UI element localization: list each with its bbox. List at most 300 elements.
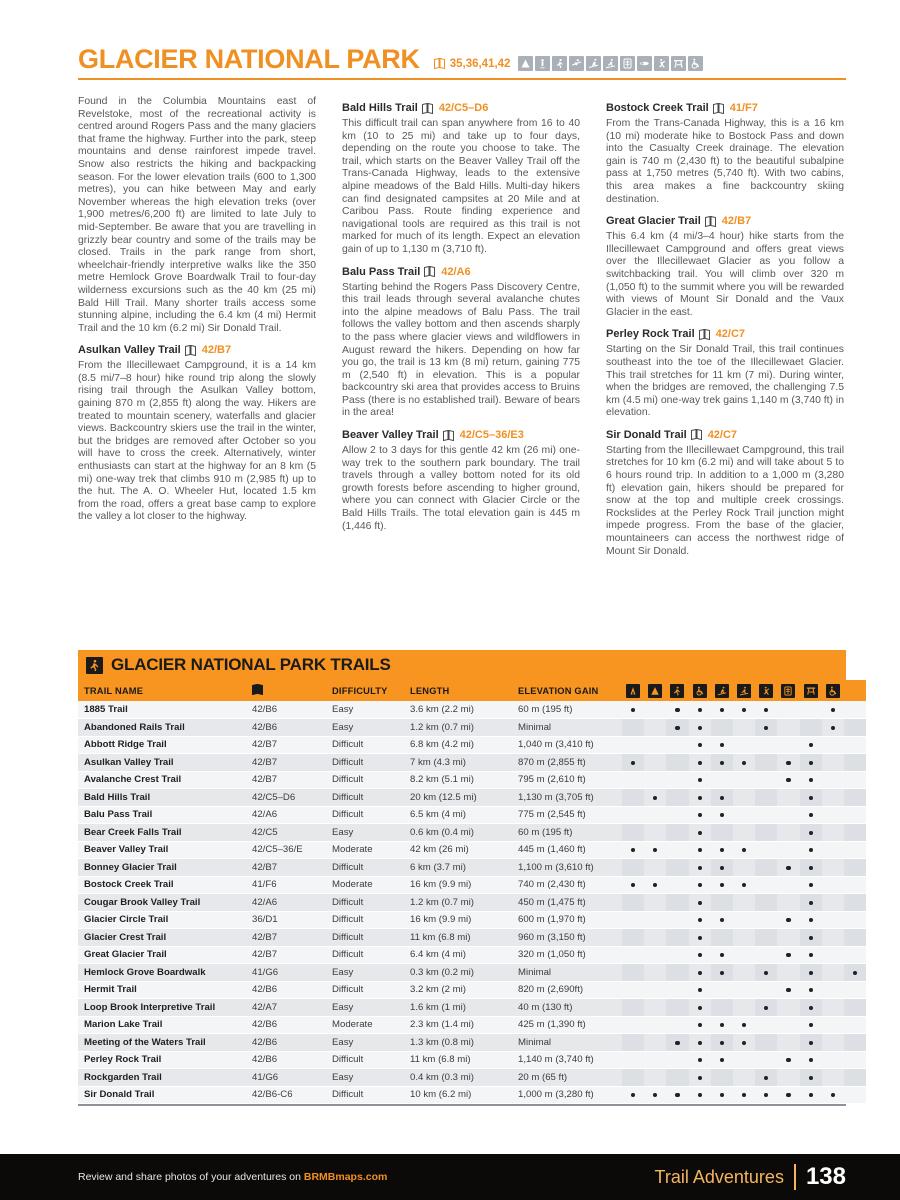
cell-activity-accessible-icon: [844, 841, 866, 859]
col-header-accessible[interactable]: [844, 680, 866, 701]
activity-dot: [809, 971, 813, 975]
cell-activity-camping-icon: [622, 1034, 644, 1052]
col-header-wheelchair[interactable]: [822, 680, 844, 701]
cell-activity-viewpoint-icon: [777, 999, 799, 1017]
header-activity-icons: [518, 56, 703, 71]
cell-activity-wheelchair-icon: [822, 999, 844, 1017]
cell-activity-cross-country-ski-icon: [733, 1069, 755, 1087]
table-row[interactable]: [78, 894, 866, 912]
col-header-viewpoint[interactable]: [777, 680, 799, 701]
activity-dot: [675, 708, 679, 712]
cell-activity-snowshoe-icon: [755, 1069, 777, 1087]
trails-table-title: GLACIER NATIONAL PARK TRAILS: [111, 655, 391, 674]
cell-activity-camping-icon: [622, 701, 644, 719]
cell-activity-backcountry-camping-icon: [644, 911, 666, 929]
cell-trail-name: Bostock Creek Trail: [78, 876, 246, 894]
cell-activity-viewpoint-icon: [777, 754, 799, 772]
backcountry-camping-icon: [648, 684, 662, 698]
cell-elevation-gain: 425 m (1,390 ft): [512, 1016, 622, 1034]
cell-activity-wheelchair-access-icon: [689, 1016, 711, 1034]
table-row[interactable]: [78, 946, 866, 964]
cell-activity-wheelchair-access-icon: [689, 701, 711, 719]
cell-activity-backcountry-camping-icon: [644, 876, 666, 894]
cell-activity-wheelchair-icon: [822, 911, 844, 929]
cell-activity-picnic-icon: [800, 894, 822, 912]
col-header-map[interactable]: [246, 680, 326, 701]
activity-dot: [742, 708, 746, 712]
activity-dot: [809, 953, 813, 957]
cell-activity-viewpoint-icon: [777, 929, 799, 947]
map-book-icon: [252, 684, 265, 695]
cell-activity-viewpoint-icon: [777, 789, 799, 807]
activity-dot: [809, 1006, 813, 1010]
cell-activity-picnic-icon: [800, 824, 822, 842]
cell-activity-cross-country-ski-icon: [733, 824, 755, 842]
cell-map-ref: 41/G6: [246, 1069, 326, 1087]
cell-activity-picnic-icon: [800, 789, 822, 807]
cell-activity-wheelchair-access-icon: [689, 841, 711, 859]
cell-activity-wheelchair-access-icon: [689, 1069, 711, 1087]
cell-map-ref: 42/B7: [246, 771, 326, 789]
cell-activity-wheelchair-access-icon: [689, 754, 711, 772]
col-header-length[interactable]: LENGTH: [404, 680, 512, 701]
table-row[interactable]: [78, 1016, 866, 1034]
activity-dot: [698, 1006, 702, 1010]
activity-dot: [853, 971, 857, 975]
col-header-trail-name[interactable]: TRAIL NAME: [78, 680, 246, 701]
page-header: [78, 46, 846, 80]
cell-activity-wheelchair-icon: [822, 876, 844, 894]
table-row[interactable]: [78, 806, 866, 824]
cell-activity-viewpoint-icon: [777, 981, 799, 999]
cell-map-ref: 42/A7: [246, 999, 326, 1017]
cell-activity-mountain-biking-icon: [711, 806, 733, 824]
cell-length: 20 km (12.5 mi): [404, 789, 512, 807]
cell-length: 6.5 km (4 mi): [404, 806, 512, 824]
activity-dot: [698, 813, 702, 817]
cell-activity-snowshoe-icon: [755, 981, 777, 999]
cell-activity-cross-country-ski-icon: [733, 964, 755, 982]
cell-activity-camping-icon: [622, 789, 644, 807]
cell-activity-mountain-biking-icon: [711, 1051, 733, 1069]
cell-activity-wheelchair-icon: [822, 859, 844, 877]
table-row[interactable]: [78, 841, 866, 859]
cell-map-ref: 42/B6-C6: [246, 1086, 326, 1104]
trail-heading-map-ref: 42/B7: [721, 215, 752, 228]
trail-paragraph-bald-hills: This difficult trail can span anywhere from 16 to 40 km (10 to 25 mi) and take up to four days, depending on the route you choose to take. The trail, which starts on the Beaver Valley Trail off the Trans-Canada Highway, leads to the extensive alpine meadows of the Bald Hills. Multi-day hikers can find designated campsites at 20 Mile and at Caribou Pass. Route finding experience and navigational tools are required as this trail is not marked for much of its length. Expect an elevation gain of up to 1,130 m (3,710 ft).: [342, 118, 580, 255]
cross-country-ski-icon: [737, 684, 751, 698]
cell-activity-hiking-icon: [666, 719, 688, 737]
cell-difficulty: Difficult: [326, 736, 404, 754]
cell-activity-wheelchair-access-icon: [689, 876, 711, 894]
cell-activity-cross-country-ski-icon: [733, 999, 755, 1017]
activity-dot: [631, 848, 635, 852]
cell-activity-hiking-icon: [666, 841, 688, 859]
activity-dot: [720, 743, 724, 747]
activity-dot: [720, 918, 724, 922]
cell-length: 3.6 km (2.2 mi): [404, 701, 512, 719]
activity-dot: [698, 1023, 702, 1027]
cell-activity-backcountry-camping-icon: [644, 946, 666, 964]
cell-elevation-gain: Minimal: [512, 1034, 622, 1052]
cell-activity-wheelchair-access-icon: [689, 929, 711, 947]
map-book-icon: [713, 103, 726, 114]
table-row[interactable]: [78, 876, 866, 894]
footer-review-prefix: Review and share photos of your adventures on: [78, 1171, 304, 1183]
cell-activity-snowshoe-icon: [755, 736, 777, 754]
cell-activity-mountain-biking-icon: [711, 754, 733, 772]
cell-elevation-gain: 600 m (1,970 ft): [512, 911, 622, 929]
table-row[interactable]: [78, 754, 866, 772]
picnic-icon: [671, 56, 686, 71]
cell-activity-wheelchair-access-icon: [689, 964, 711, 982]
activity-dot: [698, 866, 702, 870]
activity-dot: [698, 918, 702, 922]
cell-trail-name: Sir Donald Trail: [78, 1086, 246, 1104]
cell-activity-snowshoe-icon: [755, 964, 777, 982]
cell-activity-camping-icon: [622, 894, 644, 912]
cell-activity-picnic-icon: [800, 911, 822, 929]
cell-activity-wheelchair-icon: [822, 981, 844, 999]
cell-elevation-gain: 40 m (130 ft): [512, 999, 622, 1017]
activity-dot: [809, 1076, 813, 1080]
cell-difficulty: Difficult: [326, 771, 404, 789]
activity-dot: [786, 761, 790, 765]
cell-activity-mountain-biking-icon: [711, 981, 733, 999]
page-title: GLACIER NATIONAL PARK: [78, 44, 420, 74]
cell-activity-mountain-biking-icon: [711, 894, 733, 912]
hiker-icon: [86, 657, 103, 674]
cell-activity-backcountry-camping-icon: [644, 771, 666, 789]
cell-activity-camping-icon: [622, 736, 644, 754]
activity-dot: [809, 778, 813, 782]
cell-activity-cross-country-ski-icon: [733, 911, 755, 929]
activity-dot: [698, 1076, 702, 1080]
cell-activity-snowshoe-icon: [755, 841, 777, 859]
cell-activity-hiking-icon: [666, 1034, 688, 1052]
cell-activity-viewpoint-icon: [777, 1069, 799, 1087]
trail-heading-perley-rock: [606, 328, 844, 340]
cell-activity-picnic-icon: [800, 1034, 822, 1052]
activity-dot: [720, 796, 724, 800]
cell-activity-wheelchair-access-icon: [689, 1051, 711, 1069]
table-row[interactable]: [78, 981, 866, 999]
table-row[interactable]: [78, 964, 866, 982]
cell-activity-wheelchair-icon: [822, 1069, 844, 1087]
cell-activity-backcountry-camping-icon: [644, 894, 666, 912]
activity-dot: [831, 708, 835, 712]
table-row[interactable]: [78, 824, 866, 842]
cell-activity-viewpoint-icon: [777, 736, 799, 754]
activity-dot: [809, 883, 813, 887]
mountain-biking-icon: [715, 684, 729, 698]
activity-dot: [764, 971, 768, 975]
cell-activity-hiking-icon: [666, 754, 688, 772]
map-book-icon: [443, 430, 456, 441]
cell-trail-name: Bald Hills Trail: [78, 789, 246, 807]
cell-elevation-gain: Minimal: [512, 719, 622, 737]
activity-dot: [698, 848, 702, 852]
activity-dot: [675, 1093, 679, 1097]
cell-elevation-gain: 60 m (195 ft): [512, 701, 622, 719]
skiing-icon: [586, 56, 601, 71]
activity-dot: [809, 848, 813, 852]
table-row[interactable]: [78, 911, 866, 929]
cell-activity-backcountry-camping-icon: [644, 1051, 666, 1069]
trail-heading-bald-hills: [342, 102, 580, 114]
table-row[interactable]: [78, 1069, 866, 1087]
cell-activity-accessible-icon: [844, 1034, 866, 1052]
cell-activity-cross-country-ski-icon: [733, 771, 755, 789]
cell-activity-backcountry-camping-icon: [644, 701, 666, 719]
activity-dot: [653, 796, 657, 800]
table-row[interactable]: [78, 719, 866, 737]
activity-dot: [631, 761, 635, 765]
table-row[interactable]: [78, 701, 866, 719]
cell-activity-wheelchair-access-icon: [689, 771, 711, 789]
activity-dot: [720, 953, 724, 957]
cell-activity-accessible-icon: [844, 859, 866, 877]
cell-length: 0.4 km (0.3 mi): [404, 1069, 512, 1087]
activity-dot: [720, 761, 724, 765]
cell-activity-mountain-biking-icon: [711, 824, 733, 842]
cell-activity-accessible-icon: [844, 736, 866, 754]
cell-trail-name: Abandoned Rails Trail: [78, 719, 246, 737]
cell-activity-backcountry-camping-icon: [644, 981, 666, 999]
activity-dot: [742, 761, 746, 765]
cell-elevation-gain: Minimal: [512, 964, 622, 982]
cell-length: 6 km (3.7 mi): [404, 859, 512, 877]
cell-activity-mountain-biking-icon: [711, 929, 733, 947]
col-header-hiking[interactable]: [666, 680, 688, 701]
table-row[interactable]: [78, 929, 866, 947]
table-row[interactable]: [78, 771, 866, 789]
cell-activity-snowshoe-icon: [755, 999, 777, 1017]
cell-activity-cross-country-ski-icon: [733, 736, 755, 754]
cell-activity-mountain-biking-icon: [711, 736, 733, 754]
hiking-icon: [535, 56, 550, 71]
cell-trail-name: Perley Rock Trail: [78, 1051, 246, 1069]
cell-activity-camping-icon: [622, 719, 644, 737]
cell-activity-wheelchair-icon: [822, 1086, 844, 1104]
cell-activity-picnic-icon: [800, 981, 822, 999]
cell-activity-accessible-icon: [844, 876, 866, 894]
activity-dot: [698, 1093, 702, 1097]
activity-dot: [809, 918, 813, 922]
cell-activity-snowshoe-icon: [755, 1051, 777, 1069]
cell-activity-snowshoe-icon: [755, 1016, 777, 1034]
cell-activity-accessible-icon: [844, 1069, 866, 1087]
col-header-difficulty[interactable]: DIFFICULTY: [326, 680, 404, 701]
cell-activity-camping-icon: [622, 1086, 644, 1104]
activity-dot: [786, 953, 790, 957]
cell-activity-picnic-icon: [800, 1086, 822, 1104]
cell-activity-snowshoe-icon: [755, 789, 777, 807]
cell-activity-picnic-icon: [800, 1069, 822, 1087]
cell-activity-backcountry-camping-icon: [644, 806, 666, 824]
cell-activity-accessible-icon: [844, 1086, 866, 1104]
cell-elevation-gain: 820 m (2,690ft): [512, 981, 622, 999]
col-header-cross-country-ski[interactable]: [733, 680, 755, 701]
cell-map-ref: 42/B6: [246, 719, 326, 737]
table-row[interactable]: [78, 789, 866, 807]
cell-activity-wheelchair-access-icon: [689, 1034, 711, 1052]
cell-activity-mountain-biking-icon: [711, 719, 733, 737]
cell-activity-wheelchair-icon: [822, 1016, 844, 1034]
activity-dot: [631, 708, 635, 712]
cell-elevation-gain: 1,040 m (3,410 ft): [512, 736, 622, 754]
activity-dot: [720, 848, 724, 852]
cell-activity-accessible-icon: [844, 946, 866, 964]
trail-heading-title: Sir Donald Trail: [606, 428, 687, 441]
wheelchair-icon: [688, 56, 703, 71]
cell-length: 11 km (6.8 mi): [404, 1051, 512, 1069]
cell-activity-wheelchair-icon: [822, 719, 844, 737]
cell-activity-hiking-icon: [666, 981, 688, 999]
trail-paragraph-asulkan-valley: From the Illecillewaet Campground, it is a 14 km (8.5 mi/7–8 hour) hike round trip along the slowly rising trail through the Asulkan Valley bottom, gaining 870 m (2,855 ft) along the way. Hikers are treated to mountain scenery, waterfalls and glacier views. Backcountry skiers use the trail in the winter, but the bridges are removed after October so you will have to cross the creek. Alternatively, winter enthusiasts can start at the highway for an 8 km (5 mi) one-way trek that climbs 910 m (2,985 ft) up to the hut. The A. O. Wheeler Hut, located 1.5 km from the road, offers a great base camp to explore the valley a lot closer to the highway.: [78, 360, 316, 523]
cell-trail-name: Hemlock Grove Boardwalk: [78, 964, 246, 982]
cell-activity-wheelchair-access-icon: [689, 894, 711, 912]
activity-dot: [786, 1058, 790, 1062]
table-row[interactable]: [78, 859, 866, 877]
cell-activity-snowshoe-icon: [755, 1034, 777, 1052]
cell-activity-viewpoint-icon: [777, 841, 799, 859]
column-3: [606, 96, 844, 567]
cell-length: 16 km (9.9 mi): [404, 876, 512, 894]
cell-difficulty: Easy: [326, 719, 404, 737]
cell-activity-wheelchair-access-icon: [689, 806, 711, 824]
cell-elevation-gain: 870 m (2,855 ft): [512, 754, 622, 772]
cell-activity-cross-country-ski-icon: [733, 789, 755, 807]
trail-heading-great-glacier: [606, 215, 844, 227]
map-book-icon: [422, 103, 435, 114]
activity-dot: [809, 988, 813, 992]
cell-activity-mountain-biking-icon: [711, 911, 733, 929]
cell-activity-cross-country-ski-icon: [733, 841, 755, 859]
cell-map-ref: 42/B6: [246, 1034, 326, 1052]
col-header-elevation-gain[interactable]: ELEVATION GAIN: [512, 680, 622, 701]
cell-length: 3.2 km (2 mi): [404, 981, 512, 999]
cell-activity-picnic-icon: [800, 719, 822, 737]
cell-activity-backcountry-camping-icon: [644, 1069, 666, 1087]
cell-activity-mountain-biking-icon: [711, 964, 733, 982]
activity-dot: [698, 1058, 702, 1062]
cell-activity-hiking-icon: [666, 701, 688, 719]
cell-activity-cross-country-ski-icon: [733, 1034, 755, 1052]
cell-activity-picnic-icon: [800, 1016, 822, 1034]
cell-difficulty: Difficult: [326, 754, 404, 772]
cell-activity-mountain-biking-icon: [711, 771, 733, 789]
cell-activity-picnic-icon: [800, 964, 822, 982]
wheelchair-icon: [826, 684, 840, 698]
footer-brand-link[interactable]: BRMBmaps.com: [303, 1171, 388, 1183]
cell-activity-wheelchair-access-icon: [689, 946, 711, 964]
cell-trail-name: Rockgarden Trail: [78, 1069, 246, 1087]
cell-activity-wheelchair-access-icon: [689, 911, 711, 929]
trail-heading-title: Bald Hills Trail: [342, 102, 418, 114]
cell-activity-camping-icon: [622, 981, 644, 999]
cell-difficulty: Easy: [326, 964, 404, 982]
cell-activity-wheelchair-access-icon: [689, 859, 711, 877]
map-book-icon: [185, 345, 198, 356]
activity-dot: [786, 866, 790, 870]
col-header-picnic[interactable]: [800, 680, 822, 701]
cell-activity-wheelchair-icon: [822, 754, 844, 772]
cell-difficulty: Difficult: [326, 806, 404, 824]
cell-difficulty: Easy: [326, 1034, 404, 1052]
cell-activity-snowshoe-icon: [755, 771, 777, 789]
climbing-icon: [654, 56, 669, 71]
cell-activity-camping-icon: [622, 911, 644, 929]
cell-activity-wheelchair-icon: [822, 946, 844, 964]
table-row[interactable]: [78, 999, 866, 1017]
cell-activity-accessible-icon: [844, 754, 866, 772]
cell-activity-accessible-icon: [844, 719, 866, 737]
trails-table-title-bar: [78, 650, 846, 680]
col-header-backcountry-camping[interactable]: [644, 680, 666, 701]
col-header-snowshoe[interactable]: [755, 680, 777, 701]
cell-elevation-gain: 795 m (2,610 ft): [512, 771, 622, 789]
page-number: 138: [805, 1163, 846, 1190]
cell-activity-camping-icon: [622, 1069, 644, 1087]
cell-trail-name: Loop Brook Interpretive Trail: [78, 999, 246, 1017]
map-reference-text: 35,36,41,42: [449, 57, 511, 70]
cell-activity-hiking-icon: [666, 1051, 688, 1069]
trail-heading-sir-donald: [606, 429, 844, 441]
cell-activity-cross-country-ski-icon: [733, 754, 755, 772]
cell-activity-cross-country-ski-icon: [733, 1016, 755, 1034]
activity-dot: [831, 726, 835, 730]
table-row[interactable]: [78, 1051, 866, 1069]
cell-activity-snowshoe-icon: [755, 719, 777, 737]
activity-dot: [809, 1023, 813, 1027]
activity-dot: [653, 848, 657, 852]
cell-activity-hiking-icon: [666, 894, 688, 912]
activity-dot: [764, 1093, 768, 1097]
cell-activity-picnic-icon: [800, 999, 822, 1017]
cell-map-ref: 41/F6: [246, 876, 326, 894]
cell-difficulty: Difficult: [326, 911, 404, 929]
hiking-icon: [670, 684, 684, 698]
cell-difficulty: Easy: [326, 999, 404, 1017]
cell-elevation-gain: 960 m (3,150 ft): [512, 929, 622, 947]
activity-dot: [698, 1041, 702, 1045]
cell-activity-picnic-icon: [800, 929, 822, 947]
cell-activity-wheelchair-icon: [822, 771, 844, 789]
trail-heading-balu-pass: [342, 266, 580, 278]
cell-activity-hiking-icon: [666, 789, 688, 807]
cell-activity-hiking-icon: [666, 929, 688, 947]
cell-map-ref: 42/B7: [246, 859, 326, 877]
cell-activity-viewpoint-icon: [777, 876, 799, 894]
cell-trail-name: Bonney Glacier Trail: [78, 859, 246, 877]
col-header-wheelchair-access[interactable]: [689, 680, 711, 701]
table-row[interactable]: [78, 1086, 866, 1104]
table-row[interactable]: [78, 736, 866, 754]
cell-difficulty: Difficult: [326, 1051, 404, 1069]
cell-length: 11 km (6.8 mi): [404, 929, 512, 947]
cell-activity-cross-country-ski-icon: [733, 981, 755, 999]
cell-activity-hiking-icon: [666, 736, 688, 754]
cell-elevation-gain: 20 m (65 ft): [512, 1069, 622, 1087]
table-row[interactable]: [78, 1034, 866, 1052]
trails-table-head: [78, 680, 866, 701]
cell-activity-snowshoe-icon: [755, 876, 777, 894]
map-book-icon: [434, 58, 447, 69]
col-header-mountain-biking[interactable]: [711, 680, 733, 701]
map-reference: [434, 58, 511, 70]
col-header-camping[interactable]: [622, 680, 644, 701]
